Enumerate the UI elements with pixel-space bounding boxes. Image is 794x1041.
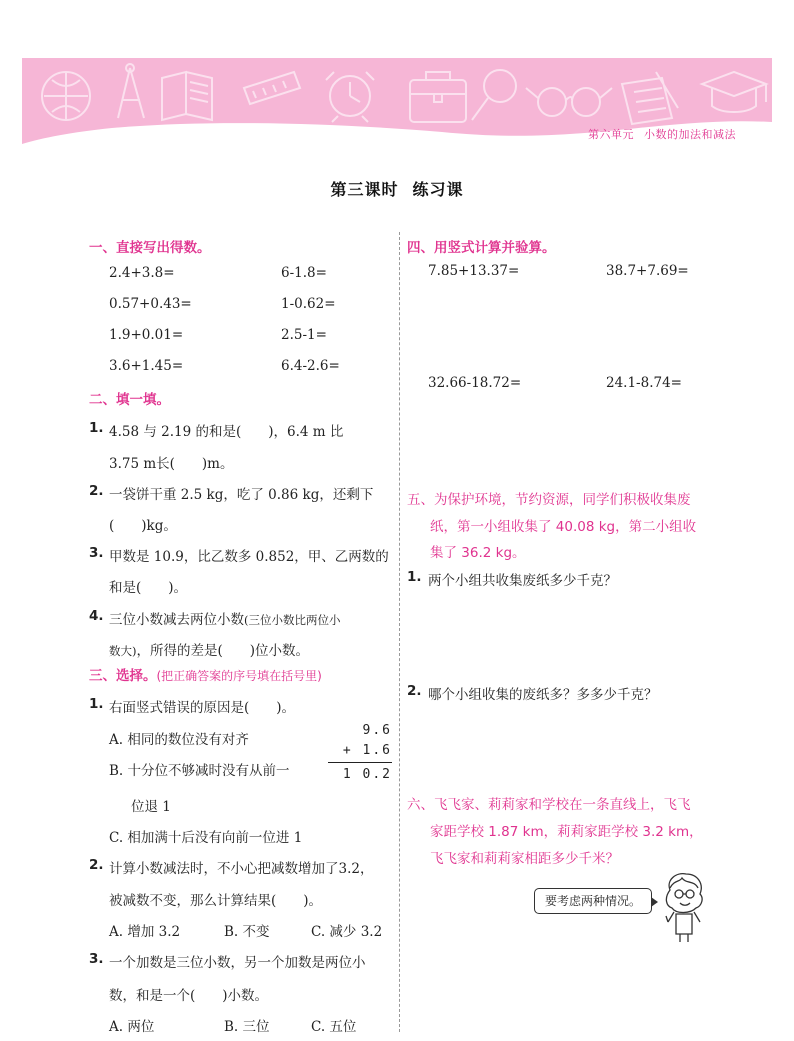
- unit-number: 第六单元: [588, 128, 634, 141]
- unit-label: [578, 126, 736, 142]
- question-text: 和是( )。: [109, 580, 188, 596]
- vertical-calculation: [328, 721, 392, 785]
- question-number: 2.: [89, 857, 104, 873]
- question-number: 1.: [89, 420, 104, 436]
- question-text: 计算小数减法时，不小心把减数增加了3.2，: [109, 861, 374, 877]
- word-problem-line: 六、飞飞家、莉莉家和学校在一条直线上，飞飞: [407, 797, 691, 813]
- question-number: 2.: [407, 683, 422, 699]
- calc-item: 32.66-18.72=: [428, 375, 522, 391]
- calc-item: 24.1-8.74=: [606, 375, 682, 391]
- boy-illustration: [660, 872, 706, 942]
- calc-item: 38.7+7.69=: [606, 263, 689, 279]
- word-problem-line: 纸，第一小组收集了 40.08 kg，第二小组收: [430, 519, 697, 535]
- calc-top: 9.6: [362, 723, 392, 738]
- header-banner: [22, 58, 772, 162]
- oral-item: 1.9+0.01=: [109, 327, 184, 343]
- question-text: ，所得的差是( )位小数。: [136, 643, 310, 659]
- question-text: 两个小组共收集废纸多少千克？: [428, 573, 617, 589]
- question-text: 一个加数是三位小数，另一个加数是两位小: [109, 955, 366, 971]
- calc-rule: [328, 762, 392, 763]
- option-b: B. 不变: [224, 924, 270, 940]
- question-text: 4.58 与 2.19 的和是( )，6.4 m 比: [109, 424, 344, 440]
- word-problem-line: 集了 36.2 kg。: [430, 545, 526, 561]
- question-text: [109, 639, 309, 659]
- oral-item: 2.4+3.8=: [109, 265, 175, 281]
- calc-item: 7.85+13.37=: [428, 263, 520, 279]
- section-heading: 一、直接写出得数。: [89, 240, 211, 256]
- question-text: 3.75 m长( )m。: [109, 456, 234, 472]
- option-a: A. 两位: [109, 1019, 155, 1035]
- section-heading: 二、填一填。: [89, 392, 170, 408]
- question-text: 数，和是一个( )小数。: [109, 988, 269, 1004]
- oral-item: 6-1.8=: [281, 265, 327, 281]
- option-c: C. 减少 3.2: [311, 924, 383, 940]
- oral-item: 6.4-2.6=: [281, 358, 340, 374]
- question-text: 哪个小组收集的废纸多？多多少千克？: [428, 687, 658, 703]
- word-problem-line: 五、为保护环境，节约资源，同学们积极收集废: [407, 492, 691, 508]
- globe-icon: [42, 72, 90, 120]
- question-text: 右面竖式错误的原因是( )。: [109, 700, 296, 716]
- word-problem-line: 家距学校 1.87 km，莉莉家距学校 3.2 km，: [430, 824, 703, 840]
- question-text: ( )kg。: [109, 518, 177, 534]
- section-heading: [89, 664, 322, 684]
- section-heading: 四、用竖式计算并验算。: [407, 240, 556, 256]
- calc-result: 1 0.2: [342, 767, 392, 782]
- section-heading-text: 三、选择。: [89, 668, 157, 684]
- option-b: B. 三位: [224, 1019, 270, 1035]
- oral-item: 1-0.62=: [281, 296, 336, 312]
- question-number: 3.: [89, 951, 104, 967]
- hint-bubble: 要考虑两种情况。: [534, 888, 652, 914]
- option-a: A. 增加 3.2: [109, 924, 181, 940]
- question-text: 一袋饼干重 2.5 kg，吃了 0.86 kg，还剩下: [109, 487, 374, 503]
- option-a: A. 相同的数位没有对齐: [109, 732, 249, 748]
- option-c: C. 五位: [311, 1019, 357, 1035]
- question-text: 三位小数减去两位小数: [109, 612, 244, 628]
- question-text: 甲数是 10.9，比乙数多 0.852，甲、乙两数的: [109, 549, 389, 565]
- oral-item: 3.6+1.45=: [109, 358, 184, 374]
- page-title: [0, 177, 794, 200]
- question-number: 1.: [89, 696, 104, 712]
- question-number: 4.: [89, 608, 104, 624]
- oral-item: 0.57+0.43=: [109, 296, 192, 312]
- option-b-cont: 位退 1: [131, 799, 171, 815]
- question-number: 3.: [89, 545, 104, 561]
- question-number: 2.: [89, 483, 104, 499]
- question-text: 被减数不变，那么计算结果( )。: [109, 893, 323, 909]
- oral-item: 2.5-1=: [281, 327, 327, 343]
- question-number: 1.: [407, 569, 422, 585]
- lesson-label: 第三课时: [330, 180, 399, 199]
- option-b: B. 十分位不够减时没有从前一: [109, 763, 290, 779]
- section-note: (把正确答案的序号填在括号里): [156, 669, 322, 683]
- question-note: 数大): [109, 644, 137, 658]
- option-c: C. 相加满十后没有向前一位进 1: [109, 830, 303, 846]
- question-text: [109, 608, 341, 628]
- column-divider: [399, 232, 400, 1032]
- unit-topic: 小数的加法和减法: [644, 128, 736, 141]
- word-problem-line: 飞飞家和莉莉家相距多少千米？: [430, 851, 619, 867]
- question-note: (三位小数比两位小: [244, 613, 341, 627]
- calc-second: + 1.6: [342, 743, 392, 758]
- lesson-type: 练习课: [412, 180, 464, 199]
